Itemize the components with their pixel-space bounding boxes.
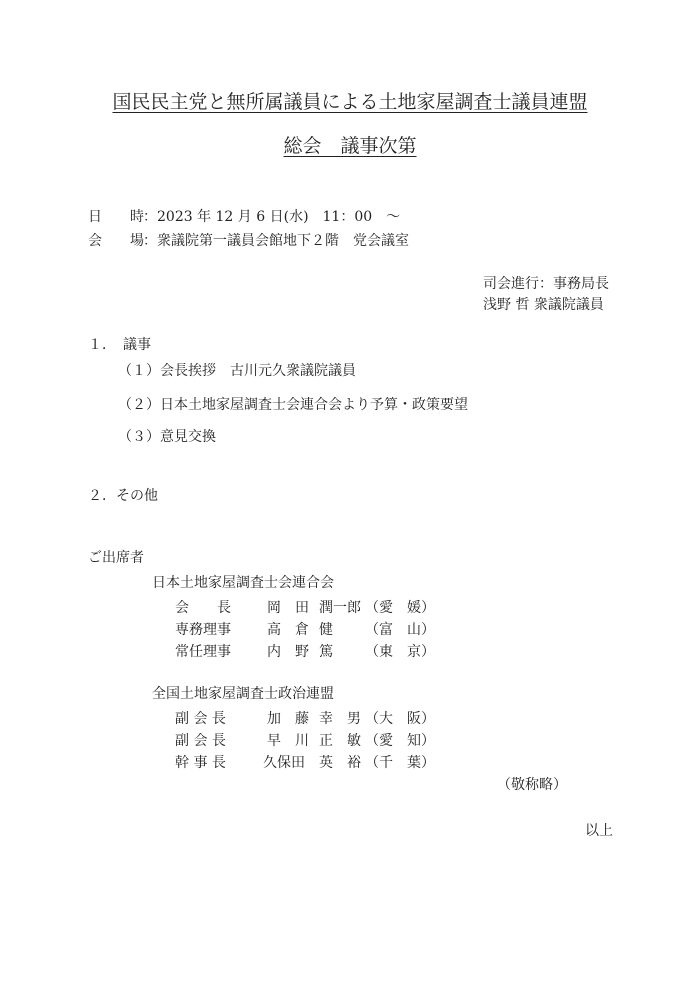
title-line-2: 総会 議事次第: [283, 135, 417, 157]
moderator-role: 司会進行：事務局長: [483, 276, 609, 292]
title-line-1: 国民民主党と無所属議員による土地家屋調査士議員連盟: [112, 91, 588, 113]
attendee-name-part: 健: [319, 622, 333, 638]
attendee-name-part: 早: [267, 733, 281, 749]
attendee-title: 会 長: [175, 600, 231, 616]
attendee-prefecture: （大 阪）: [365, 711, 435, 727]
attendee-name-part: 加: [267, 711, 281, 727]
attendee-prefecture: （東 京）: [365, 644, 435, 660]
attendee-name-part: 内: [267, 644, 281, 660]
venue-value: ：衆議院第一議員会館地下２階 党会議室: [143, 233, 409, 249]
other-heading: ２．その他: [88, 488, 158, 504]
attendee-name-part: 正 敏: [319, 733, 361, 749]
attendee-name-part: 潤一郎: [319, 600, 361, 616]
attendee-prefecture: （愛 媛）: [365, 600, 435, 616]
attendee-name-part: 岡: [267, 600, 281, 616]
agenda-heading: １． 議事: [88, 337, 151, 353]
attendee-title: 常任理事: [175, 644, 231, 660]
date-row: [88, 206, 400, 226]
attendee-title: 幹 事 長: [175, 755, 226, 771]
attendee-prefecture: （富 山）: [365, 622, 435, 638]
attendee-name-part: 幸 男: [319, 711, 361, 727]
attendee-title: 専務理事: [175, 622, 231, 638]
honorific-note: （敬称略）: [497, 777, 567, 793]
agenda-item-3: （３）意見交換: [118, 429, 216, 445]
attendee-name-part: 田: [295, 600, 309, 616]
attendee-name-part: 野: [295, 644, 309, 660]
attendee-name-part: 久保田: [263, 755, 305, 771]
attendees-heading: ご出席者: [88, 550, 144, 566]
attendee-name-part: 藤: [295, 711, 309, 727]
attendee-title: 副 会 長: [175, 711, 226, 727]
group-name-2: 全国土地家屋調査士政治連盟: [152, 686, 334, 702]
moderator-name: 浅野 哲 衆議院議員: [483, 297, 604, 313]
attendee-prefecture: （愛 知）: [365, 733, 435, 749]
date-value: ：2023 年 12 月 6 日(水) 11：00 ～: [143, 209, 401, 225]
attendee-name-part: 篤: [319, 644, 333, 660]
attendee-name-part: 英 裕: [319, 755, 361, 771]
attendee-name-part: 高: [267, 622, 281, 638]
agenda-item-1: （１）会長挨拶 古川元久衆議院議員: [118, 363, 356, 379]
attendee-name-part: 川: [295, 733, 309, 749]
closing-mark: 以上: [585, 823, 613, 839]
venue-row: [88, 230, 409, 250]
agenda-item-2: （２）日本土地家屋調査士会連合会より予算・政策要望: [118, 397, 468, 413]
attendee-title: 副 会 長: [175, 733, 226, 749]
date-label: 日 時: [88, 209, 144, 225]
attendee-prefecture: （千 葉）: [365, 755, 435, 771]
venue-label: 会 場: [88, 233, 144, 249]
group-name-1: 日本土地家屋調査士会連合会: [152, 575, 334, 591]
attendee-name-part: 倉: [295, 622, 309, 638]
